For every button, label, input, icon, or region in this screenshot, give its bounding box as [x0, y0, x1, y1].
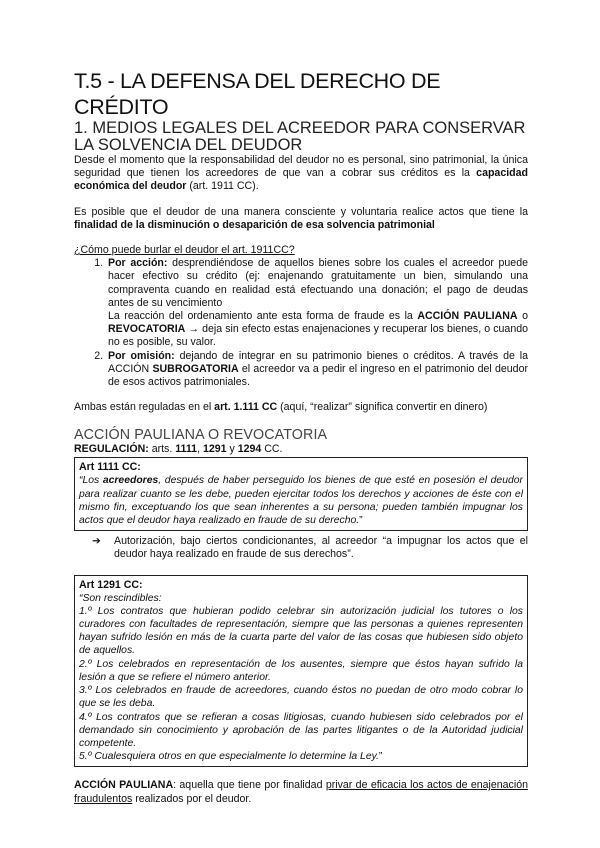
question-text: ¿Cómo puede burlar el deudor el art. 1911CC? [74, 244, 295, 257]
section-heading: 1. MEDIOS LEGALES DEL ACREEDOR PARA CONSERVAR LA SOLVENCIA DEL DEUDOR [74, 119, 526, 154]
arrow-icon: ➔ [92, 535, 101, 548]
arrow-note [92, 535, 528, 561]
term-pauliana: ACCIÓN PAULIANA [417, 310, 518, 323]
article-1291-item-5 [79, 750, 523, 763]
regulation-end: CC. [261, 443, 283, 456]
conj-o: o [517, 310, 528, 323]
article-1291-item-2: 2.º Los celebrados en representación de los ausentes, siempre que éstos hayan sufrido la lesión a que se refiere el número anterior. [79, 658, 523, 683]
subsection-heading: ACCIÓN PAULIANA O REVOCATORIA [74, 427, 328, 444]
regulation-pre: arts. [148, 443, 176, 456]
reg-bold: art. 1.111 CC [214, 401, 278, 414]
second-paragraph [74, 206, 528, 232]
article-1111-title: Art 1111 CC: [79, 461, 141, 474]
article-1291-item-4: 4.º Los contratos que se refieran a cosas litigiosas, cuando hubiesen sido celebrados por el demandado sin conocimiento y aprobación de las partes litigantes o de la Autoridad judicial competente. [79, 711, 523, 749]
item-accion-head: Por acción: [108, 257, 168, 270]
item-5-text: 5.º Cualesquiera otros en que especialmente lo determine la Ley. [79, 751, 379, 763]
list-item-omision [106, 350, 528, 390]
article-1111-body: , después de haber perseguido los bienes de que esté en posesión el deudor para realizar cuanto se les debe, pueden ejercitar todos los derechos y acciones de éste con el mismo fin, exceptuando los que sean inherentes a su persona; pueden también impugnar los actos que el deudor haya realizado en fraude de su derecho. [79, 475, 523, 527]
definition-underlined: privar de eficacia los actos de enajenación fraudulentos [74, 779, 528, 805]
article-1294: 1294 [237, 443, 262, 456]
article-1291-item-1: 1.º Los contratos que hubieran podido celebrar sin autorización judicial los tutores o los curadores con facultades de representación, siempre que las personas a quienes representen hayan sufrido lesión en más de la cuarta parte del valor de las cosas que hubiesen sido objeto de aquellos. [79, 605, 523, 657]
list-item-accion [106, 257, 528, 349]
item-omision-end: el acreedor va a pedir el ingreso en el patrimonio del deudor de esos activos patrimoniales. [108, 362, 528, 389]
term-acreedores: acreedores [102, 475, 159, 487]
document-page [74, 68, 528, 806]
second-text: Es posible que el deudor de una manera consciente y voluntaria realice actos que tiene la [74, 205, 528, 218]
page-title: T.5 - LA DEFENSA DEL DERECHO DE CRÉDITO [74, 69, 441, 119]
definition-end: realizados por el deudor. [132, 792, 252, 805]
intro-ref: (art. 1911 CC). [186, 180, 259, 193]
definition-text: : aquella que tiene por finalidad [173, 779, 326, 792]
arrow-note-text: Autorización, bajo ciertos condicionantes, al acreedor “a impugnar los actos que el deudor haya realizado en fraude de sus derechos”. [114, 535, 528, 561]
definition-term: ACCIÓN PAULIANA [74, 779, 174, 792]
question-line [74, 244, 528, 257]
reg-text: Ambas están reguladas en el [74, 401, 215, 414]
regulation-label: REGULACIÓN: [74, 443, 149, 456]
regulation-paragraph [74, 401, 528, 414]
article-1291-box [74, 575, 528, 768]
term-subrogatoria: SUBROGATORIA [152, 362, 239, 375]
quote-open: “Los [79, 475, 103, 487]
definition-paragraph [74, 779, 528, 805]
item-omision-text: dejando de integrar en su patrimonio bienes o créditos. A través de la ACCIÓN [108, 349, 528, 375]
item-accion-end: → deja sin efecto estas enajenaciones y recuperar los bienes, o cuando no es posible, su valor. [108, 323, 528, 349]
item-accion-text: desprendiéndose de aquellos bienes sobre los cuales el acreedor puede hacer efectivo su crédito (ej: enajenando gratuitamente un bien, simulando una compraventa cuando en realidad está efectuando una donación; el pago de deudas antes de su vencimiento [108, 257, 528, 309]
second-bold: finalidad de la disminución o desaparición de esa solvencia patrimonial [74, 218, 435, 231]
article-1111: 1111 [175, 443, 198, 456]
article-1291-title: Art 1291 CC: [79, 578, 143, 591]
sep-2: y [226, 443, 238, 456]
intro-bold: capacidad económica del deudor [74, 167, 528, 193]
intro-paragraph [74, 154, 528, 194]
item-omision-head: Por omisión: [108, 349, 175, 362]
article-1291: 1291 [202, 443, 227, 456]
item-accion-reaction: La reacción del ordenamiento ante esta forma de fraude es la [108, 310, 418, 323]
term-revocatoria: REVOCATORIA [108, 323, 186, 336]
article-1111-text [79, 474, 523, 527]
regulation-line [74, 443, 528, 456]
sep-1: , [197, 443, 203, 456]
article-1291-intro: “Son rescindibles: [79, 592, 162, 604]
methods-list [74, 257, 528, 389]
intro-text: Desde el momento que la responsabilidad del deudor no es personal, sino patrimonial, la única seguridad que tienen los acreedores de que van a cobrar sus créditos es la [74, 154, 528, 180]
quote-close: ” [359, 515, 363, 527]
article-1291-item-3: 3.º Los celebrados en fraude de acreedores, cuando éstos no puedan de otro modo cobrar lo que se les deba. [79, 685, 523, 710]
item-5-quote: ” [378, 751, 383, 763]
article-1111-box [74, 457, 528, 531]
reg-note: (aquí, “realizar” significa convertir en dinero) [277, 401, 488, 414]
